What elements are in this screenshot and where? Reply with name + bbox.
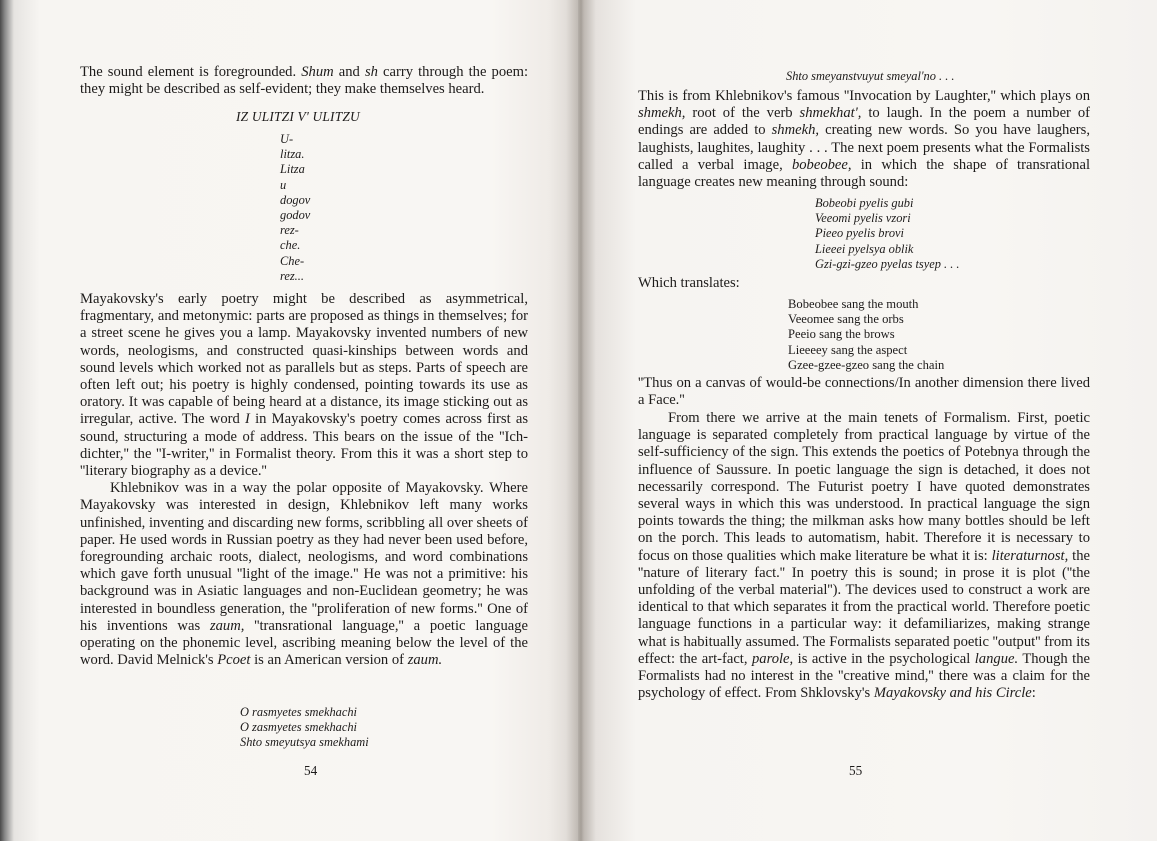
para2-text-c: is an American version of	[250, 652, 408, 669]
para2-zaum-1: zaum,	[209, 617, 245, 634]
intro-text-2: and	[333, 64, 365, 80]
r-para2-book-title: Mayakovsky and his Circle	[873, 685, 1032, 702]
invocation-paragraph	[638, 88, 1090, 191]
poem-line: Litza	[280, 162, 305, 177]
para2-pcoet: Pcoet	[217, 652, 251, 669]
translation-line: Peeio sang the brows	[788, 327, 895, 342]
r-para1-shmekh-2: shmekh,	[771, 122, 820, 139]
r-para2-literaturnost: literaturnost,	[991, 547, 1069, 564]
poem-line: che.	[280, 238, 301, 253]
right-page	[578, 0, 1157, 841]
book-gutter	[566, 0, 596, 841]
poem-line: Bobeobi pyelis gubi	[815, 196, 914, 210]
translation-line: Bobeobee sang the mouth	[788, 297, 919, 311]
translation	[788, 297, 944, 373]
translation-line: Lieeeey sang the aspect	[788, 342, 908, 357]
poem-smekhachi	[240, 705, 369, 751]
poem-line: godov	[280, 208, 311, 223]
r-para1-text-e: in which the shape of transrational language creates new meaning through sound:	[638, 156, 1090, 191]
which-translates: Which translates:	[638, 275, 740, 291]
r-para2-langue: langue.	[974, 650, 1019, 667]
poem-title: IZ ULITZI V' ULITZU	[236, 109, 360, 124]
intro-sh: sh	[364, 64, 378, 80]
poem-line: Lieeei pyelsya oblik	[815, 241, 914, 256]
poem-line: dogov	[280, 192, 311, 207]
intro-text-1: The sound element is foregrounded.	[80, 64, 302, 80]
para2-zaum-2: zaum.	[407, 652, 443, 669]
poem-line: u	[280, 177, 287, 192]
mayakovsky-paragraph	[80, 291, 528, 669]
formalism-paragraph	[638, 410, 1090, 702]
left-page	[0, 0, 578, 841]
poem-line: Veeomi pyelis vzori	[815, 211, 911, 226]
page-number-left: 54	[304, 763, 318, 778]
r-para1-shmekhat: shmekhat',	[799, 105, 862, 122]
translation-line: Gzee-gzee-gzeo sang the chain	[788, 357, 945, 372]
r-para1-text-c: to laugh. In the poem a number of endings are added to	[638, 105, 1090, 139]
r-para1-text-b: root of the verb	[685, 105, 800, 122]
intro-text-3: carry through the poem: they might be described as self-evident; they make themselves heard.	[80, 64, 529, 98]
poem-line: O zasmyetes smekhachi	[240, 720, 357, 735]
para1-text-b: in Mayakovsky's poetry comes across first as sound, structuring a mode of address. This bears on the issue of the ''Ich-dichter,'' the ''I-writer,'' in Formalist theory. From this it was a short step to ''literary biography as a device.''	[80, 411, 528, 480]
para1-text-a: Mayakovsky's early poetry might be described as asymmetrical, fragmentary, and metonymic: parts are proposed as things in themselves; for a street scene he gives you a lamp. Mayakovsky invented numbers of new words, neologisms, and constructed quasi-kinships between words and sound levels which worked not as parallels but as steps. Parts of speech are often left out; his poetry is highly condensed, pointing towards its use as oratory. It was capable of being heard at a distance, its image sticking out as irregular, active. The word	[80, 291, 528, 428]
para2-text-a: Khlebnikov was in a way the polar opposite of Mayakovsky. Where Mayakovsky was interested in design, Khlebnikov left many works unfinished, inventing and discarding new forms, scribbling all over sheets of paper. He used words in Russian poetry as they had never been used before, foregrounding archaic roots, dialect, neologisms, and word combinations which gave forth unusual ''light of the image.'' He was not a primitive: his background was in Asiatic languages and non-Euclidean geometry; he was interested in boundless generation, the ''proliferation of new forms.'' One of his inventions was	[80, 480, 528, 634]
r-para2-parole: parole,	[751, 650, 794, 667]
intro-shum: Shum	[301, 64, 334, 80]
r-para2-text-c: is active in the psychological	[793, 650, 975, 667]
poem-bobeobi	[815, 196, 960, 272]
poem-line: Shto smeyutsya smekhami	[240, 735, 369, 750]
poem-line: O rasmyetes smekhachi	[240, 705, 357, 719]
poem-line: rez-	[280, 223, 299, 238]
r-para2-text-e: :	[1031, 685, 1036, 702]
r-para1-text-a: This is from Khlebnikov's famous ''Invocation by Laughter,'' which plays on	[638, 88, 1090, 104]
r-para2-text-d: Though the Formalists had no interest in the ''creative mind,'' there was a claim for the psychology of effect. From Shklovsky's	[638, 650, 1091, 702]
poem-line: Pieeo pyelis brovi	[815, 226, 904, 241]
page-number-right: 55	[849, 763, 863, 778]
top-poem-line: Shto smeyanstvuyut smeyal'no . . .	[786, 69, 955, 83]
r-para2-text-b: the ''nature of literary fact.'' In poetry this is sound; in prose it is plot (''the unfolding of the verbal material''). The devices used to construct a work are identical to that which separates it from the practical world. Therefore poetic language functions in a particular way: it defamiliarizes, making strange what is habitually assumed. The Formalists separated poetic ''output'' from its effect: the art-fact,	[638, 547, 1090, 667]
poem-line: U-	[280, 132, 294, 146]
translation-line: Veeomee sang the orbs	[788, 312, 904, 327]
poem-line: litza.	[280, 147, 305, 162]
poem-line: Gzi-gzi-gzeo pyelas tsyep . . .	[815, 256, 960, 271]
poem-line: rez...	[280, 268, 304, 283]
para2-text-b: ''transrational language,'' a poetic language operating on the phonemic level, ascribing meaning below the level of the word. David Melnick's	[80, 617, 528, 669]
khlebnikov-paragraph	[80, 480, 528, 669]
r-para1-bobeobee: bobeobee,	[791, 156, 852, 173]
r-para1-shmekh: shmekh,	[638, 105, 686, 122]
poem-line: Che-	[280, 253, 305, 268]
face-quote: ''Thus on a canvas of would-be connections/In another dimension there lived a Face.''	[638, 375, 1090, 409]
r-para1-text-d: creating new words. So you have laughers, laughists, laughites, laughity . . . The next poem presents what the Formalists called a verbal image,	[638, 122, 1090, 173]
para1-word-i: I	[245, 411, 250, 428]
intro-paragraph	[80, 64, 528, 98]
poem-iz-ulitzi	[280, 132, 310, 284]
r-para2-text-a: From there we arrive at the main tenets of Formalism. First, poetic language is separated completely from practical language by virtue of the self-sufficiency of the sign. This extends the poetics of Potebnya through the influence of Saussure. In poetic language the sign is detached, it does not necessarily correspond. The Futurist poetry I have quoted demonstrates several ways in which this was understood. In practical language the sign points towards the thing; the milkman asks how many bottles should be left on the porch. This leads to automatism, habit. Therefore it is necessary to focus on those qualities which make literature be what it is:	[638, 410, 1090, 564]
